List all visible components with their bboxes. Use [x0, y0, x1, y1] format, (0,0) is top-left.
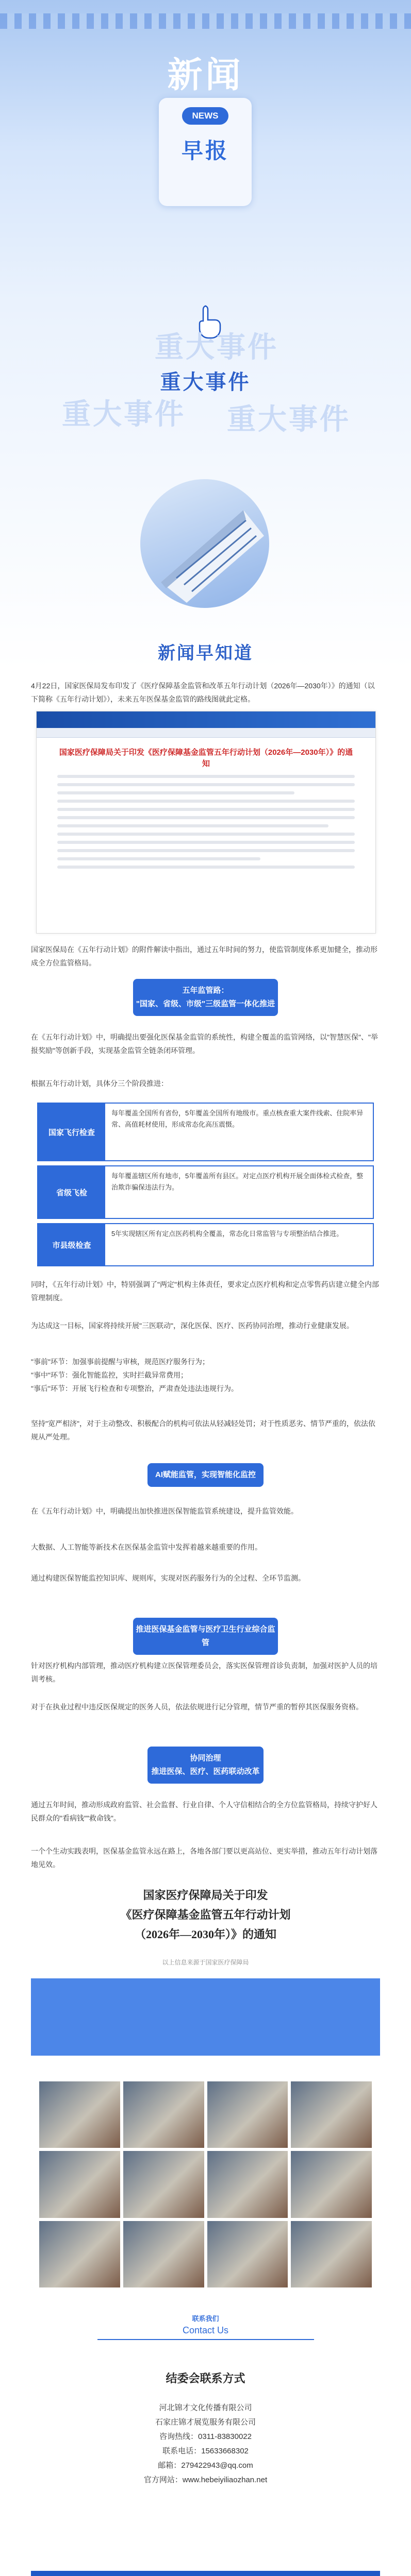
list-item: "事中"环节：强化智能监控，实时拦截异常费用；: [31, 1371, 188, 1379]
notice-screenshot: [36, 711, 376, 934]
paragraph: 一个个生动实践表明，医保基金监管永远在路上，各地各部门要以更高站位、更实举措，推动五年行动计划落地见效。: [31, 1847, 377, 1869]
stripe-decoration: [0, 13, 411, 29]
row-text: 每年覆盖辖区所有地市，5年覆盖所有县区。对定点医疗机构开展全面体检式检查，整治欺诈骗保违法行为。: [111, 1172, 364, 1191]
contact-info: [0, 2401, 411, 2487]
screenshot-header: [37, 711, 375, 728]
row-label: 市县级检查: [38, 1224, 105, 1265]
contact-line: 石家庄锦才展览服务有限公司: [155, 2418, 256, 2427]
paragraph: 根据五年行动计划，具体分三个阶段推进：: [31, 1079, 168, 1088]
row-text: 5年实现辖区所有定点医药机构全覆盖，常态化日常监管与专项整治结合推进。: [111, 1230, 343, 1238]
list-item: "事后"环节：开展飞行检查和专项整治，严肃查处违法违规行为。: [31, 1384, 238, 1393]
qr-banner: [31, 2571, 380, 2576]
doc-line: 国家医疗保障局关于印发: [143, 1889, 268, 1902]
contact-line: 官方网站：www.hebeiyiliaozhan.net: [143, 2476, 268, 2484]
contact-en: Contact Us: [182, 2325, 229, 2335]
section-pill: AI赋能监管，实现智能化监控: [147, 1463, 264, 1487]
row-text: 每年覆盖全国所有省份，5年覆盖全国所有地级市。重点核查重大案件线索、住院率异常、高值耗材使用，形成常态化高压震慑。: [111, 1109, 364, 1128]
paragraph: 同时，《五年行动计划》中，特别强调了"两定"机构主体责任，要求定点医疗机构和定点零售药店建立健全内部管理制度。: [31, 1280, 379, 1302]
news-badge: NEWS: [182, 107, 228, 125]
header-subtitle: 早报: [181, 139, 229, 163]
contact-line: 联系电话：15633668302: [162, 2447, 249, 2455]
section-pill: 推进医保基金监管与医疗卫生行业综合监管: [133, 1618, 278, 1655]
contact-line: 邮箱：279422943@qq.com: [158, 2461, 253, 2470]
contact-cn-small: 联系我们: [192, 2315, 219, 2323]
paragraph: 针对医疗机构内部管理，推动医疗机构建立医保管理委员会，落实医保管理首诊负责制，加强对医护人员的培训考核。: [31, 1662, 377, 1683]
section-pill: 协同治理 推进医保、医疗、医药联动改革: [147, 1747, 264, 1784]
news-card: [159, 98, 252, 206]
paragraph: 在《五年行动计划》中，明确提出加快推进医保智能监管系统建设，提升监管效能。: [31, 1507, 298, 1515]
list-item: "事前"环节：加强事前提醒与审核，规范医疗服务行为；: [31, 1358, 209, 1366]
plan-table: [37, 1103, 374, 1270]
photo-collage: [39, 2081, 372, 2287]
paragraph: 通过构建医保智能监控知识库、规则库，实现对医药服务行为的全过程、全环节监测。: [31, 1574, 305, 1582]
blue-banner: [31, 1978, 380, 2056]
table-row: [37, 1165, 374, 1219]
paragraph: 通过五年时间，推动形成政府监管、社会监督、行业自律、个人守信相结合的全方位监管格局，持续守护好人民群众的"看病钱""救命钱"。: [31, 1801, 377, 1822]
doc-line: （2026年—2030年）》的通知: [134, 1928, 276, 1941]
row-label: 国家飞行检查: [38, 1104, 105, 1160]
bg-word: 重大事件: [62, 398, 186, 430]
paragraph: 大数据、人工智能等新技术在医保基金监管中发挥着越来越重要的作用。: [31, 1543, 262, 1551]
header-title: 新闻: [167, 56, 244, 95]
source-note: 以上信息来源于国家医疗保障局: [162, 1959, 249, 1966]
header-banner: [0, 0, 411, 670]
bg-word: 重大事件: [227, 403, 351, 435]
contact-heading: [0, 2313, 411, 2340]
paragraph: 对于在执业过程中违反医保规定的医务人员，依法依规进行记分管理，情节严重的暂停其医保服务资格。: [31, 1703, 363, 1711]
building-photo: [140, 479, 269, 608]
table-row: [37, 1223, 374, 1266]
intro-paragraph-2: 国家医保局在《五年行动计划》的附件解读中指出，通过五年时间的努力，使监管制度体系更加健全，推动形成全方位监管格局。: [31, 945, 377, 967]
section-news-know: 新闻早知道: [158, 643, 253, 663]
contact-line: 咨询热线：0311-83830022: [159, 2432, 252, 2441]
intro-paragraph: 4月22日，国家医保局发布印发了《医疗保障基金监管和改革五年行动计划（2026年—2030年）》的通知（以下简称《五年行动计划》），未来五年医保基金监管的路线图就此定格。: [31, 682, 375, 703]
section-major-events: 重大事件: [160, 371, 251, 394]
screenshot-nav: [37, 728, 375, 738]
doc-line: 《医疗保障基金监管五年行动计划: [120, 1908, 291, 1921]
contact-title: 结委会联系方式: [166, 2372, 245, 2385]
row-label: 省级飞检: [38, 1166, 105, 1218]
screenshot-title: 国家医疗保障局关于印发《医疗保障基金监管五年行动计划（2026年—2030年）》的通知: [59, 748, 353, 768]
section-pill: 五年监管路： "国家、省级、市级"三级监管一体化推进: [133, 979, 278, 1016]
paragraph: 在《五年行动计划》中，明确提出要强化医保基金监管的系统性，构建全覆盖的监管网络，以"智慧医保"、"举报奖励"等创新手段，实现基金监管全链条闭环管理。: [31, 1033, 378, 1055]
paragraph: 为达成这一目标，国家将持续开展"三医联动"，深化医保、医疗、医药协同治理，推动行业健康发展。: [31, 1321, 354, 1330]
table-row: [37, 1103, 374, 1161]
paragraph: 坚持"宽严相济"，对于主动整改、积极配合的机构可依法从轻减轻处罚；对于性质恶劣、情节严重的，依法依规从严处理。: [31, 1419, 375, 1441]
bullet-list: [31, 1355, 380, 1395]
contact-line: 河北锦才文化传播有限公司: [159, 2403, 252, 2412]
document-heading: [0, 1886, 411, 1944]
bg-word: 重大事件: [155, 331, 278, 363]
